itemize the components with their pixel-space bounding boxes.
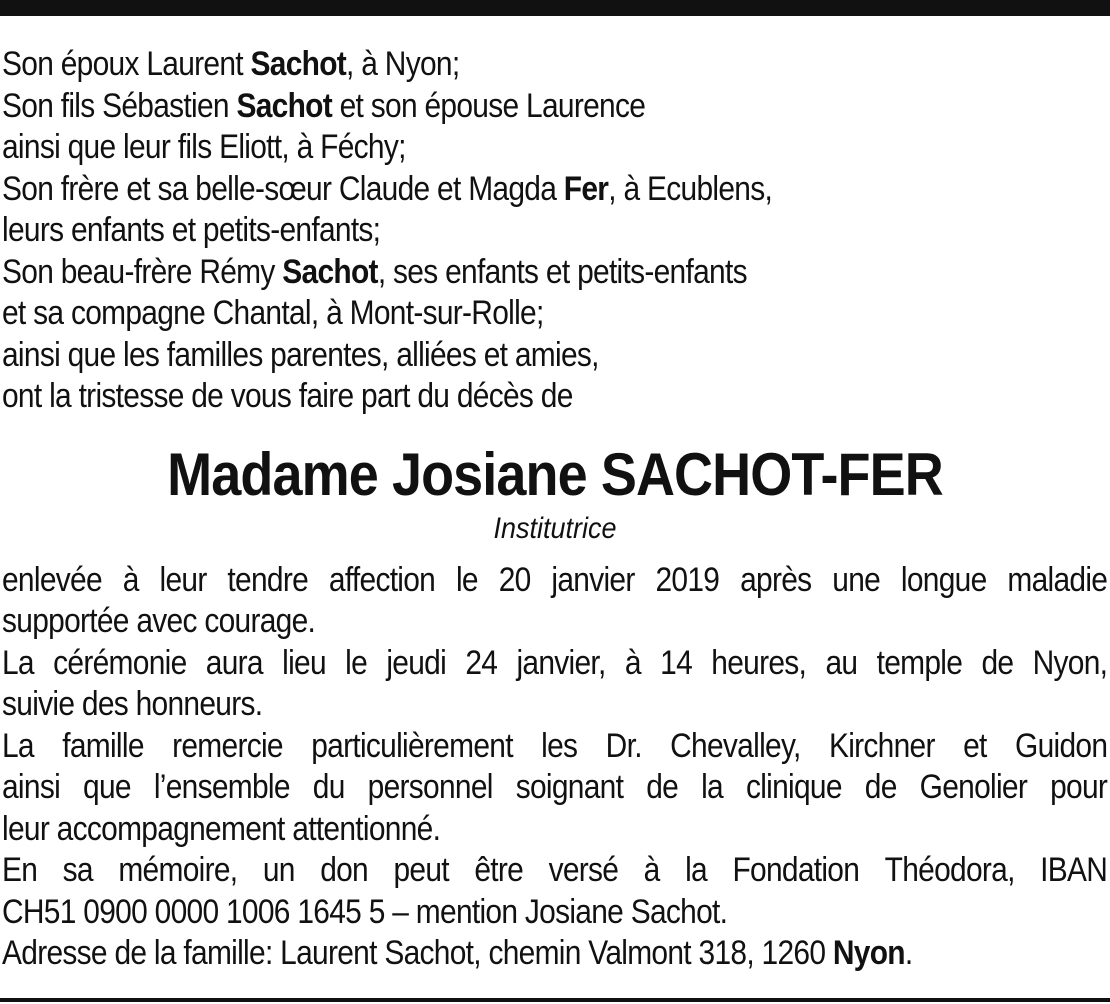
word: sa — [62, 851, 93, 889]
word: versé — [548, 851, 619, 889]
word: pour — [1050, 768, 1108, 806]
family-line: ainsi que leur fils Eliott, à Féchy; — [2, 128, 406, 166]
word: Guidon — [1015, 726, 1108, 765]
text: , à Ecublens, — [608, 169, 773, 208]
family-announcement — [2, 44, 1108, 418]
word: l’ensemble — [153, 768, 290, 806]
word: de — [981, 643, 1014, 682]
bottom-rule — [0, 998, 1110, 1002]
family-line — [2, 169, 975, 211]
word: mémoire, — [118, 851, 238, 889]
word: de — [646, 768, 679, 806]
text: Son fils Sébastien — [2, 86, 237, 125]
body-line: leur accompagnement attentionné. — [2, 809, 441, 848]
text: . — [904, 934, 913, 972]
word: après — [740, 560, 812, 599]
body-line: supportée avec courage. — [2, 602, 316, 640]
word: jeudi — [386, 643, 447, 682]
word: temple — [876, 643, 963, 682]
word: du — [312, 768, 345, 806]
word: 20 — [498, 560, 531, 599]
word: le — [455, 560, 478, 599]
text: Adresse de la famille: Laurent Sachot, chemin Valmont 318, 1260 — [2, 934, 833, 972]
body-line — [2, 643, 1107, 685]
text: Son beau-frère Rémy — [2, 252, 283, 291]
word: janvier — [551, 560, 635, 599]
word: famille — [62, 726, 144, 765]
word: Dr. — [605, 726, 642, 765]
word: leur — [159, 560, 207, 599]
word: 24 — [465, 643, 498, 682]
word: être — [474, 851, 524, 889]
word: enlevée — [2, 560, 102, 599]
word: remercie — [172, 726, 283, 765]
body-line — [2, 560, 1107, 602]
text: Son époux Laurent — [2, 45, 251, 83]
word: à — [643, 851, 660, 889]
word: don — [320, 851, 368, 889]
word: longue — [900, 560, 987, 599]
word: Nyon, — [1032, 643, 1108, 682]
word: peut — [393, 851, 449, 889]
death-notice — [2, 44, 1108, 975]
surname: Fer — [563, 169, 609, 208]
word: cérémonie — [53, 643, 187, 682]
word: maladie — [1007, 560, 1108, 599]
surname: Sachot — [236, 86, 332, 125]
family-line: ont la tristesse de vous faire part du décès de — [2, 377, 573, 415]
word: IBAN — [1040, 851, 1108, 889]
deceased-profession: Institutrice — [493, 511, 617, 545]
family-line — [2, 86, 975, 128]
family-line: et sa compagne Chantal, à Mont-sur-Rolle; — [2, 294, 544, 332]
word: un — [262, 851, 295, 889]
word: La — [2, 726, 34, 765]
text: et son épouse Laurence — [331, 86, 646, 125]
word: En — [2, 851, 38, 889]
word: Chevalley, — [670, 726, 801, 765]
deceased-name: Madame Josiane SACHOT-FER — [167, 440, 943, 508]
text: , à Nyon; — [346, 45, 460, 83]
word: au — [825, 643, 858, 682]
word: affection — [328, 560, 436, 599]
surname: Sachot — [282, 252, 378, 291]
word: heures, — [711, 643, 807, 682]
word: particulièrement — [311, 726, 513, 765]
word: aura — [205, 643, 263, 682]
word: clinique — [745, 768, 842, 806]
word: Kirchner — [828, 726, 935, 765]
word: le — [345, 643, 368, 682]
body-line — [2, 726, 1107, 768]
family-line — [2, 252, 975, 294]
surname: Sachot — [250, 45, 347, 83]
city: Nyon — [832, 934, 905, 972]
body-line — [2, 850, 1107, 892]
word: janvier, — [516, 643, 606, 682]
word: Théodora, — [884, 851, 1015, 889]
word: la — [685, 851, 707, 889]
word: et — [963, 726, 987, 765]
word: à — [624, 643, 641, 682]
word: lieu — [282, 643, 326, 682]
word: une — [832, 560, 881, 599]
family-line: ainsi que les familles parentes, alliées et amies, — [2, 335, 599, 374]
text: , ses enfants et petits-enfants — [377, 252, 747, 291]
word: de — [864, 768, 897, 806]
word: ainsi — [2, 768, 61, 806]
family-address — [2, 933, 975, 975]
word: que — [83, 768, 131, 806]
word: Fondation — [732, 851, 860, 889]
body-line: CH51 0900 0000 1006 1645 5 – mention Josiane Sachot. — [2, 892, 728, 931]
top-rule — [0, 0, 1110, 16]
word: La — [2, 643, 34, 682]
body-line: suivie des honneurs. — [2, 685, 263, 723]
notice-body — [2, 560, 1108, 975]
word: 14 — [660, 643, 693, 682]
word: 2019 — [655, 560, 720, 599]
body-line — [2, 767, 1107, 809]
word: Genolier — [919, 768, 1028, 806]
word: personnel — [367, 768, 493, 806]
word: les — [541, 726, 578, 765]
family-line: leurs enfants et petits-enfants; — [2, 211, 381, 249]
word: à — [122, 560, 139, 599]
text: Son frère et sa belle-sœur Claude et Magda — [2, 169, 564, 208]
word: la — [701, 768, 723, 806]
family-line — [2, 44, 975, 86]
word: soignant — [515, 768, 624, 806]
word: tendre — [227, 560, 309, 599]
